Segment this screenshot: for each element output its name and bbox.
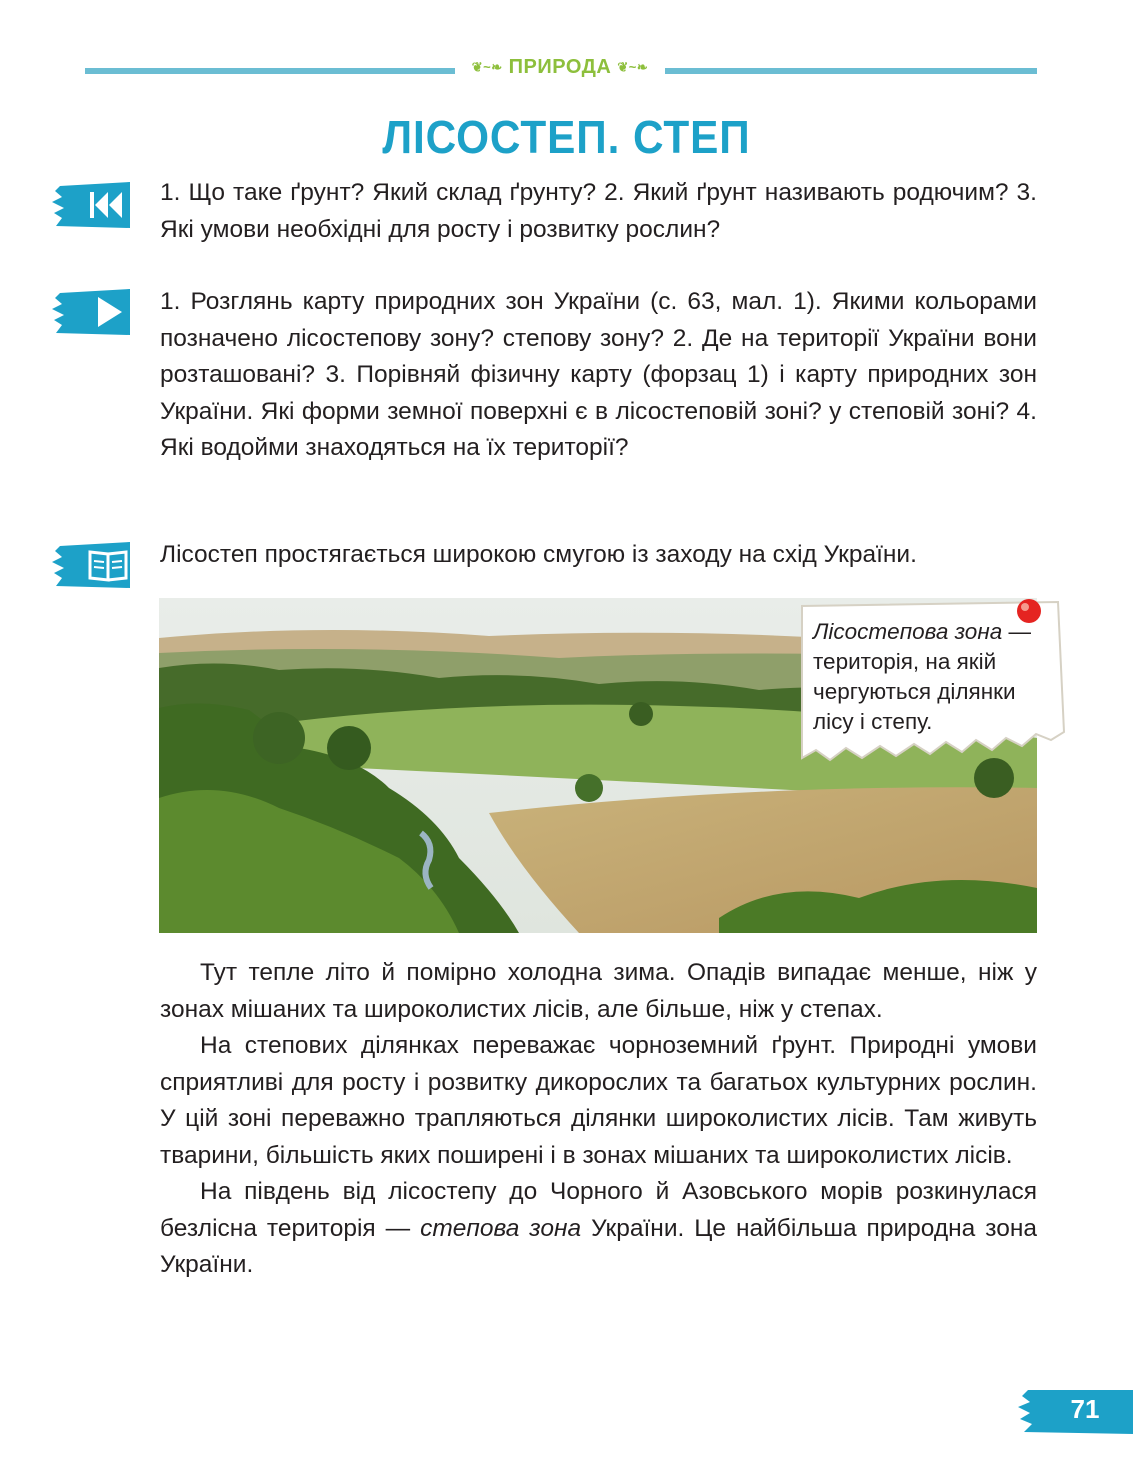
- definition-text: [813, 617, 1053, 737]
- steppe-text-start: На південь від лісостепу до Чорного й Азовського морів розкинулася безлісна територія —: [160, 1178, 1037, 1242]
- ornament-left-icon: ❦~❧: [471, 59, 503, 75]
- play-icon: [52, 287, 132, 337]
- review-questions: 1. Що таке ґрунт? Який склад ґрунту? 2. Який ґрунт називають родючим? 3. Які умови необхідні для росту і розвитку рослин?: [160, 179, 1037, 243]
- paragraph-climate: Тут тепле літо й помірно холодна зима. Опадів випадає менше, ніж у зонах мішаних та широколистих лісів, але більше, ніж у степах.: [160, 959, 1037, 1023]
- page-number: 71: [1070, 1394, 1100, 1424]
- header-rule-left: [85, 68, 455, 74]
- section-header: [455, 56, 665, 79]
- task-questions: 1. Розглянь карту природних зон України (с. 63, мал. 1). Якими кольорами позначено лісостепову зону? степову зону? 2. Де на території України вони розташовані? 3. Порівняй фізичну карту (форзац 1) і карту природних зон України. Які форми земної поверхні є в лісостеповій зоні? у степовій зоні? 4. Які водойми знаходяться на їх території?: [160, 288, 1037, 461]
- steppe-text-end: України. Це найбільша природна зона України.: [160, 1214, 1037, 1278]
- steppe-term: степова зона: [420, 1214, 582, 1242]
- rewind-icon: [52, 180, 132, 230]
- header-rule-right: [665, 68, 1037, 74]
- paragraph-soil: На степових ділянках переважає чорноземний ґрунт. Природні умови сприятливі для росту і розвитку дикорослих та багатьох культурних рослин. У цій зоні переважно трапляються ділянки широколистих лісів. Там живуть тварини, більшість яких поширені і в зонах мішаних та широколистих лісів.: [160, 1032, 1037, 1169]
- book-icon: [52, 540, 132, 590]
- page-title: ЛІСОСТЕП. СТЕП: [382, 111, 751, 163]
- ornament-right-icon: ❦~❧: [617, 59, 649, 75]
- paragraph-steppe: [160, 1174, 1037, 1284]
- definition-body: — територія, на якій чергуються ділянки лісу і степу.: [813, 619, 1031, 734]
- definition-term: Лісостепова зона: [813, 619, 1003, 644]
- page-number-badge: [1018, 1388, 1133, 1434]
- section-label: ПРИРОДА: [508, 56, 612, 78]
- intro-sentence: Лісостеп простягається широкою смугою із заходу на схід України.: [160, 541, 917, 568]
- body-text: [160, 955, 1037, 1284]
